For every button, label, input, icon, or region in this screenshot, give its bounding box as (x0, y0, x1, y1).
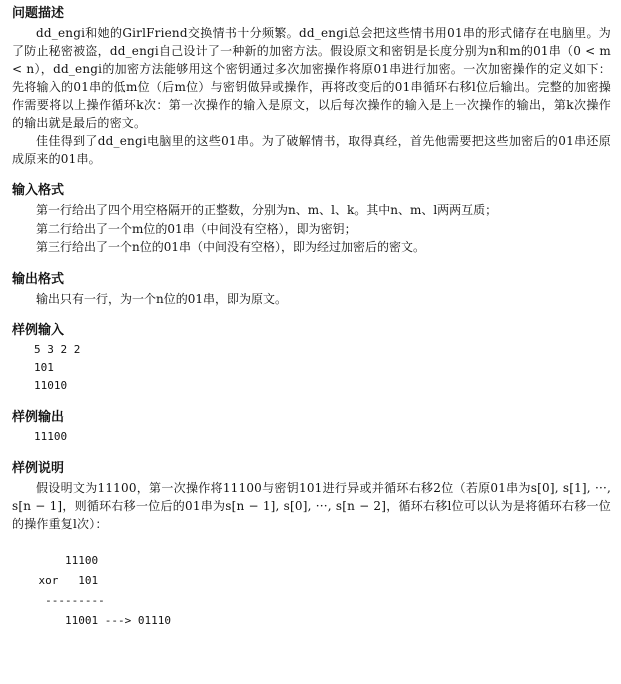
input-format-line: 第一行给出了四个用空格隔开的正整数，分别为n、m、l、k。其中n、m、l两两互质； (36, 203, 498, 217)
input-format-section (12, 183, 611, 257)
output-format-section (12, 272, 611, 309)
sample-input-line: 101 (34, 361, 54, 374)
sample-output-heading: 样例输出 (12, 410, 65, 425)
sample-input-line: 11010 (34, 379, 68, 392)
sample-output-line: 11100 (34, 430, 68, 443)
sample-input-line: 5 3 2 2 (34, 343, 81, 356)
problem-description-heading: 问题描述 (12, 6, 65, 21)
xor-calc-line: xor 101 (12, 574, 99, 587)
sample-explanation-section (12, 461, 611, 631)
output-format-line: 输出只有一行，为一个n位的01串，即为原文。 (36, 291, 287, 306)
xor-calc-line: 11001 ---> 01110 (12, 614, 171, 627)
input-format-line: 第三行给出了一个n位的01串（中间没有空格），即为经过加密后的密文。 (36, 240, 426, 254)
sample-output-section (12, 410, 611, 446)
xor-calculation-block (12, 551, 611, 631)
input-format-line: 第二行给出了一个m位的01串（中间没有空格），即为密钥； (36, 221, 357, 236)
problem-description-section (12, 6, 611, 168)
output-format-heading: 输出格式 (12, 271, 65, 287)
xor-calc-line: --------- (12, 594, 105, 607)
sample-explanation-paragraph: 假设明文为11100，第一次操作将11100与密钥101进行异或并循环右移2位（若原01串为s[0], s[1], ···, s[n − 1]，则循环右移一位后的01串为s[n − 1], s[0], ···, s[n − 2]，循环右移l位可以认为是将循环右移一位的操作重复l次）： (12, 481, 611, 531)
problem-description-paragraph-1: dd_engi和她的GirlFriend交换情书十分频繁。dd_engi总会把这些情书用01串的形式储存在电脑里。为了防止秘密被盗，dd_engi自己设计了一种新的加密方法。假设原文和密钥是长度分别为n和m的01串（0 < m < n），dd_engi的加密方法能够用这个密钥通过多次加密操作将原01串进行加密。一次加密操作的定义如下：先将输入的01串的低m位（后m位）与密钥做异或操作，再将改变后的01串循环右移l位后输出。完整的加密操作需要将以上操作循环k次：第一次操作的输入是原文，以后每次操作的输入是上一次操作的输出，第k次操作的输出就是最后的密文。 (12, 26, 611, 130)
sample-explanation-heading: 样例说明 (12, 461, 65, 476)
sample-input-section (12, 323, 611, 395)
problem-description-paragraph-2: 佳佳得到了dd_engi电脑里的这些01串。为了破解情书，取得真经，首先他需要把这些加密后的01串还原成原来的01串。 (12, 134, 611, 166)
xor-calc-line: 11100 (12, 554, 99, 567)
input-format-heading: 输入格式 (12, 183, 65, 198)
sample-input-heading: 样例输入 (12, 323, 65, 338)
